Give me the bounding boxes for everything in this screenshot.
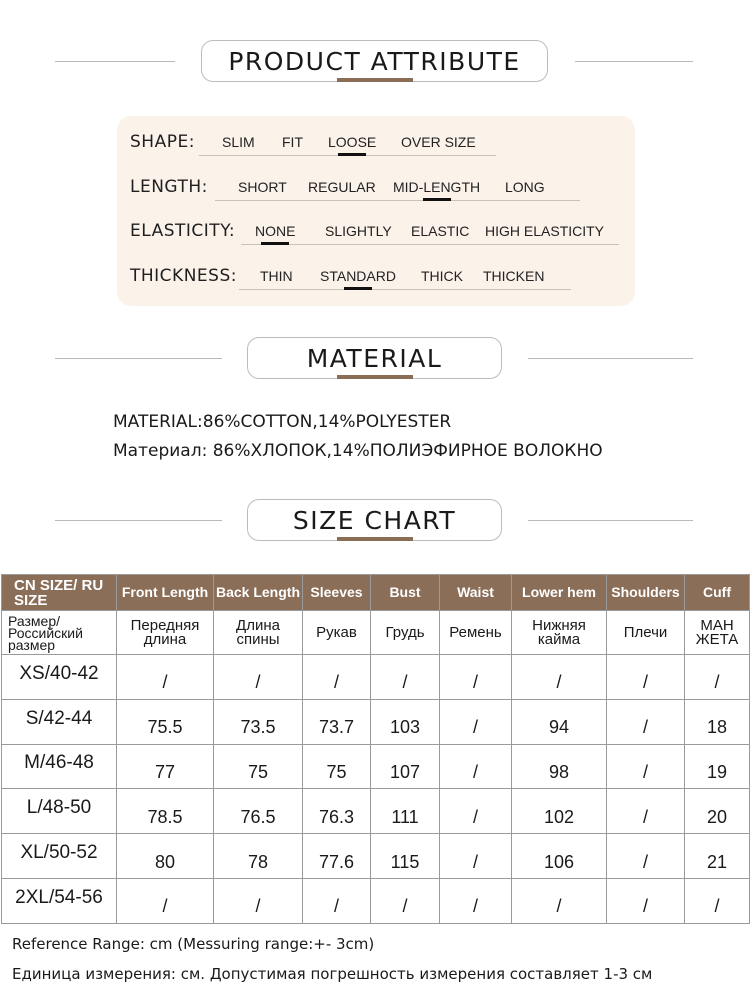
table-cell: /	[685, 878, 750, 923]
attribute-option-selected: STANDARD	[320, 268, 396, 284]
table-cell: 102	[512, 789, 607, 834]
attribute-option: THICKEN	[483, 268, 545, 284]
table-cell: /	[303, 655, 371, 700]
table-cell: /	[214, 655, 303, 700]
table-cell: 21	[685, 834, 750, 879]
size-chart-header	[0, 499, 750, 543]
table-cell: 103	[371, 699, 440, 744]
attribute-option: FIT	[282, 134, 303, 150]
table-cell: 78	[214, 834, 303, 879]
attribute-option: SHORT	[238, 179, 287, 195]
table-cell: /	[440, 699, 512, 744]
header-ru-bust: Грудь	[371, 611, 440, 655]
attribute-underline	[241, 244, 619, 245]
table-cell: /	[607, 789, 685, 834]
header-bust: Bust	[371, 575, 440, 611]
table-cell: 78.5	[117, 789, 214, 834]
table-cell: 20	[685, 789, 750, 834]
attribute-label: THICKNESS:	[130, 266, 237, 286]
reference-range-en: Reference Range: cm (Messuring range:+- 3cm)	[12, 935, 375, 953]
table-cell: 18	[685, 699, 750, 744]
table-cell: /	[371, 655, 440, 700]
header-ru-back-length: Длина спины	[214, 611, 303, 655]
material-title	[247, 337, 502, 379]
table-cell: /	[214, 878, 303, 923]
table-cell: 94	[512, 699, 607, 744]
attribute-option: SLIGHTLY	[325, 223, 392, 239]
table-cell: 115	[371, 834, 440, 879]
attribute-option: OVER SIZE	[401, 134, 476, 150]
header-rule-left	[55, 358, 222, 359]
table-row	[2, 655, 750, 700]
header-lower-hem: Lower hem	[512, 575, 607, 611]
size-cell: XS/40-42	[2, 655, 117, 700]
table-row	[2, 834, 750, 879]
header-size: CN SIZE/ RU SIZE	[2, 575, 117, 611]
attribute-option-selected: MID-LENGTH	[393, 179, 481, 195]
header-sleeves: Sleeves	[303, 575, 371, 611]
table-cell: /	[440, 834, 512, 879]
table-cell: 73.7	[303, 699, 371, 744]
table-cell: 73.5	[214, 699, 303, 744]
attribute-label: LENGTH:	[130, 177, 208, 197]
table-cell: /	[607, 834, 685, 879]
table-cell: 75	[303, 744, 371, 789]
attribute-underline	[239, 289, 571, 290]
attribute-option: REGULAR	[308, 179, 376, 195]
attribute-option: THICK	[421, 268, 463, 284]
table-row	[2, 789, 750, 834]
header-rule-right	[528, 358, 693, 359]
header-rule-left	[55, 520, 222, 521]
table-cell: /	[685, 655, 750, 700]
size-chart-title-text: SIZE CHART	[292, 505, 457, 535]
table-cell: 75.5	[117, 699, 214, 744]
table-row	[2, 699, 750, 744]
header-waist: Waist	[440, 575, 512, 611]
table-cell: 80	[117, 834, 214, 879]
table-cell: /	[512, 655, 607, 700]
product-attribute-header	[0, 40, 750, 84]
table-cell: /	[512, 878, 607, 923]
size-cell: 2XL/54-56	[2, 878, 117, 923]
table-cell: 107	[371, 744, 440, 789]
table-cell: /	[607, 655, 685, 700]
attribute-label: SHAPE:	[130, 132, 195, 152]
header-rule-right	[528, 520, 693, 521]
table-row	[2, 878, 750, 923]
table-cell: /	[440, 744, 512, 789]
table-cell: 77	[117, 744, 214, 789]
material-title-text: MATERIAL	[306, 343, 443, 373]
attribute-option: LONG	[505, 179, 545, 195]
attribute-option: THIN	[260, 268, 293, 284]
size-chart-title	[247, 499, 502, 541]
table-cell: 106	[512, 834, 607, 879]
table-cell: /	[440, 655, 512, 700]
title-accent-bar	[337, 537, 413, 541]
title-accent-bar	[337, 78, 413, 82]
header-ru-waist: Ремень	[440, 611, 512, 655]
attribute-panel	[117, 116, 635, 306]
header-ru-shoulders: Плечи	[607, 611, 685, 655]
size-header-row-en	[2, 575, 750, 611]
header-back-length: Back Length	[214, 575, 303, 611]
attribute-option-selected: LOOSE	[328, 134, 377, 150]
table-cell: /	[117, 878, 214, 923]
table-cell: /	[607, 699, 685, 744]
size-header-row-ru	[2, 611, 750, 655]
table-cell: 76.5	[214, 789, 303, 834]
table-cell: /	[371, 878, 440, 923]
attribute-row-length	[117, 173, 635, 203]
size-cell: L/48-50	[2, 789, 117, 834]
table-cell: 19	[685, 744, 750, 789]
header-cuff: Cuff	[685, 575, 750, 611]
table-cell: 98	[512, 744, 607, 789]
header-rule-left	[55, 61, 175, 62]
attribute-row-shape	[117, 128, 635, 158]
header-ru-front-length: Передняя длина	[117, 611, 214, 655]
header-ru-size: Размер/ Российский размер	[2, 611, 117, 655]
attribute-option: SLIM	[222, 134, 255, 150]
product-attribute-title	[201, 40, 548, 82]
size-cell: S/42-44	[2, 699, 117, 744]
table-cell: 111	[371, 789, 440, 834]
material-header	[0, 337, 750, 381]
table-cell: 77.6	[303, 834, 371, 879]
attribute-option: ELASTIC	[411, 223, 470, 239]
header-ru-cuff: МАН ЖЕТА	[685, 611, 750, 655]
header-ru-sleeves: Рукав	[303, 611, 371, 655]
attribute-label: ELASTICITY:	[130, 221, 236, 241]
attribute-underline	[215, 200, 580, 201]
size-cell: M/46-48	[2, 744, 117, 789]
table-cell: /	[440, 789, 512, 834]
size-chart-table	[1, 574, 750, 924]
header-rule-right	[575, 61, 693, 62]
table-cell: /	[607, 744, 685, 789]
header-shoulders: Shoulders	[607, 575, 685, 611]
attribute-row-elasticity	[117, 217, 635, 247]
material-ru: Материал: 86%ХЛОПОК,14%ПОЛИЭФИРНОЕ ВОЛОКНО	[113, 441, 603, 461]
table-cell: 76.3	[303, 789, 371, 834]
product-attribute-title-text: PRODUCT ATTRIBUTE	[228, 46, 521, 76]
attribute-option-selected: NONE	[255, 223, 296, 239]
title-accent-bar	[337, 375, 413, 379]
table-cell: /	[117, 655, 214, 700]
table-cell: /	[440, 878, 512, 923]
reference-range-ru: Единица измерения: см. Допустимая погрешность измерения составляет 1-3 см	[12, 965, 653, 983]
material-en: MATERIAL:86%COTTON,14%POLYESTER	[113, 412, 452, 432]
table-row	[2, 744, 750, 789]
table-cell: /	[607, 878, 685, 923]
attribute-option: HIGH ELASTICITY	[485, 223, 605, 239]
attribute-row-thickness	[117, 262, 635, 292]
table-cell: /	[303, 878, 371, 923]
header-ru-lower-hem: Нижняя кайма	[512, 611, 607, 655]
size-cell: XL/50-52	[2, 834, 117, 879]
header-front-length: Front Length	[117, 575, 214, 611]
table-cell: 75	[214, 744, 303, 789]
